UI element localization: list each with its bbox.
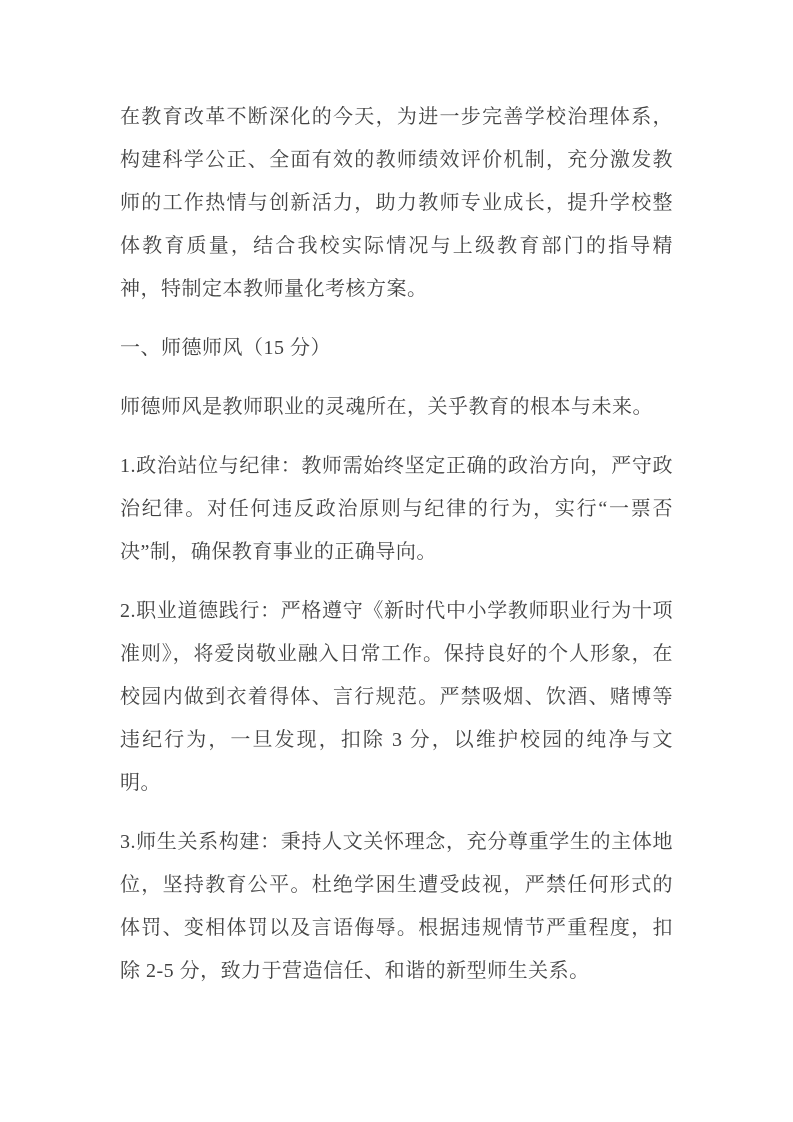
item-professional-ethics-paragraph: 2.职业道德践行：严格遵守《新时代中小学教师职业行为十项准则》，将爱岗敬业融入日常工作。保持良好的个人形象，在校园内做到衣着得体、言行规范。严禁吸烟、饮酒、赌博等违纪行为，一旦发现，扣除 3 分，以维护校园的纯净与文明。 xyxy=(120,600,673,794)
item-political-discipline-paragraph: 1.政治站位与纪律：教师需始终坚定正确的政治方向，严守政治纪律。对任何违反政治原则与纪律的行为，实行“一票否决”制，确保教育事业的正确导向。 xyxy=(120,455,673,563)
section-1-heading: 一、师德师风（15 分） xyxy=(120,337,331,359)
intro-paragraph: 在教育改革不断深化的今天，为进一步完善学校治理体系，构建科学公正、全面有效的教师绩效评价机制，充分激发教师的工作热情与创新活力，助力教师专业成长，提升学校整体教育质量，结合我校实际情况与上级教育部门的指导精神，特制定本教师量化考核方案。 xyxy=(120,106,673,300)
section-1-lead-paragraph: 师德师风是教师职业的灵魂所在，关乎教育的根本与未来。 xyxy=(120,396,653,418)
item-teacher-student-relationship-paragraph: 3.师生关系构建：秉持人文关怀理念，充分尊重学生的主体地位，坚持教育公平。杜绝学困生遭受歧视，严禁任何形式的体罚、变相体罚以及言语侮辱。根据违规情节严重程度，扣除 2-5 分，致力于营造信任、和谐的新型师生关系。 xyxy=(120,831,673,982)
